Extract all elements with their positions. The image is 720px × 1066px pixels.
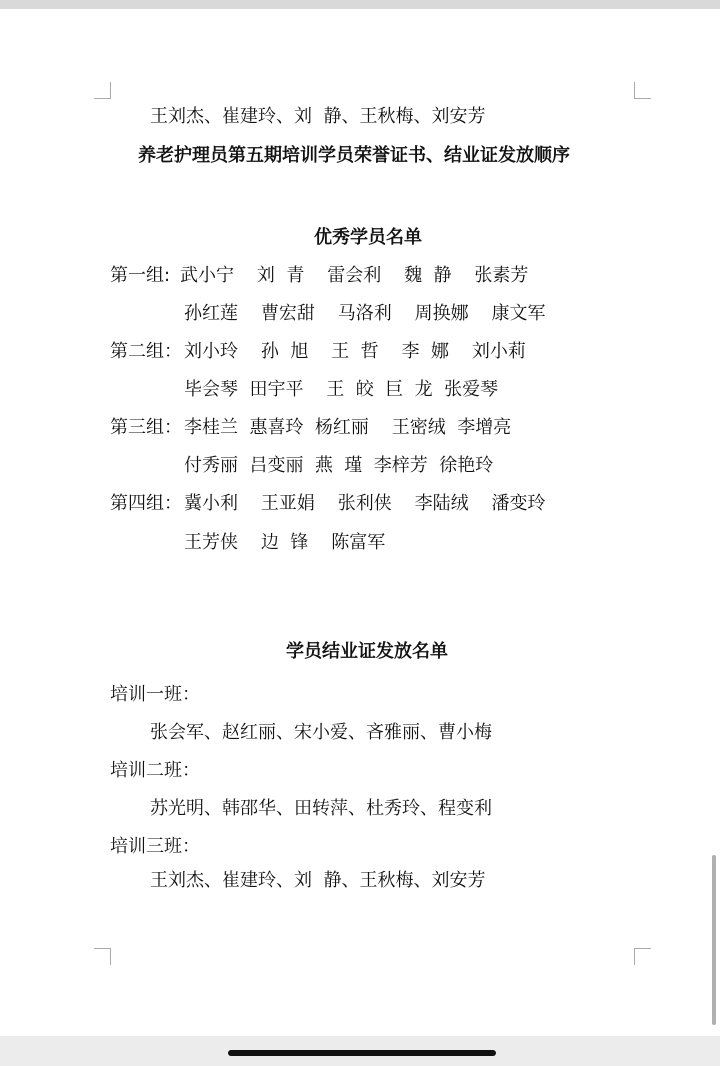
group-4-row-2: 王芳侠 边 锋 陈富军 [184,532,386,553]
graduation-list-heading: 学员结业证发放名单 [286,641,448,662]
top-status-bar [0,0,720,9]
group-3-row-1: 李桂兰 惠喜玲 杨红丽 王密绒 李增亮 [184,417,512,438]
page-corner-mark-bottom-right [634,948,651,965]
class-3-names: 王刘杰、崔建玲、刘 静、王秋梅、刘安芳 [150,870,486,891]
page-corner-mark-top-right [634,82,651,99]
group-4-row-1: 冀小利 王亚娟 张利侠 李陆绒 潘变玲 [184,493,546,514]
group-2-row-1: 刘小玲 孙 旭 王 哲 李 娜 刘小莉 [184,341,526,362]
excellent-students-heading: 优秀学员名单 [314,227,422,248]
top-names-line: 王刘杰、崔建玲、刘 静、王秋梅、刘安芳 [150,106,486,127]
class-2-label: 培训二班： [110,760,200,781]
group-3-row-2: 付秀丽 吕变丽 燕 瑾 李梓芳 徐艳玲 [184,455,494,476]
vertical-scrollbar[interactable] [712,855,716,1025]
class-1-names: 张会军、赵红丽、宋小爱、吝雅丽、曹小梅 [150,722,492,743]
group-3-label: 第三组： [110,417,182,438]
group-2-row-2: 毕会琴 田宇平 王 皎 巨 龙 张爱琴 [184,379,499,400]
page-corner-mark-bottom-left [94,948,111,965]
home-indicator[interactable] [228,1050,496,1056]
class-1-label: 培训一班： [110,684,200,705]
class-3-label: 培训三班： [110,836,200,857]
main-title: 养老护理员第五期培训学员荣誉证书、结业证发放顺序 [138,145,570,166]
group-1-label: 第一组: [110,265,171,286]
group-4-label: 第四组： [110,493,182,514]
class-2-names: 苏光明、韩邵华、田转萍、杜秀玲、程变利 [150,798,492,819]
group-1-row-2: 孙红莲 曹宏甜 马洛利 周换娜 康文军 [184,303,546,324]
group-1-row-1: 武小宁 刘 青 雷会利 魏 静 张素芳 [180,265,529,286]
group-2-label: 第二组： [110,341,182,362]
page-corner-mark-top-left [94,82,111,99]
